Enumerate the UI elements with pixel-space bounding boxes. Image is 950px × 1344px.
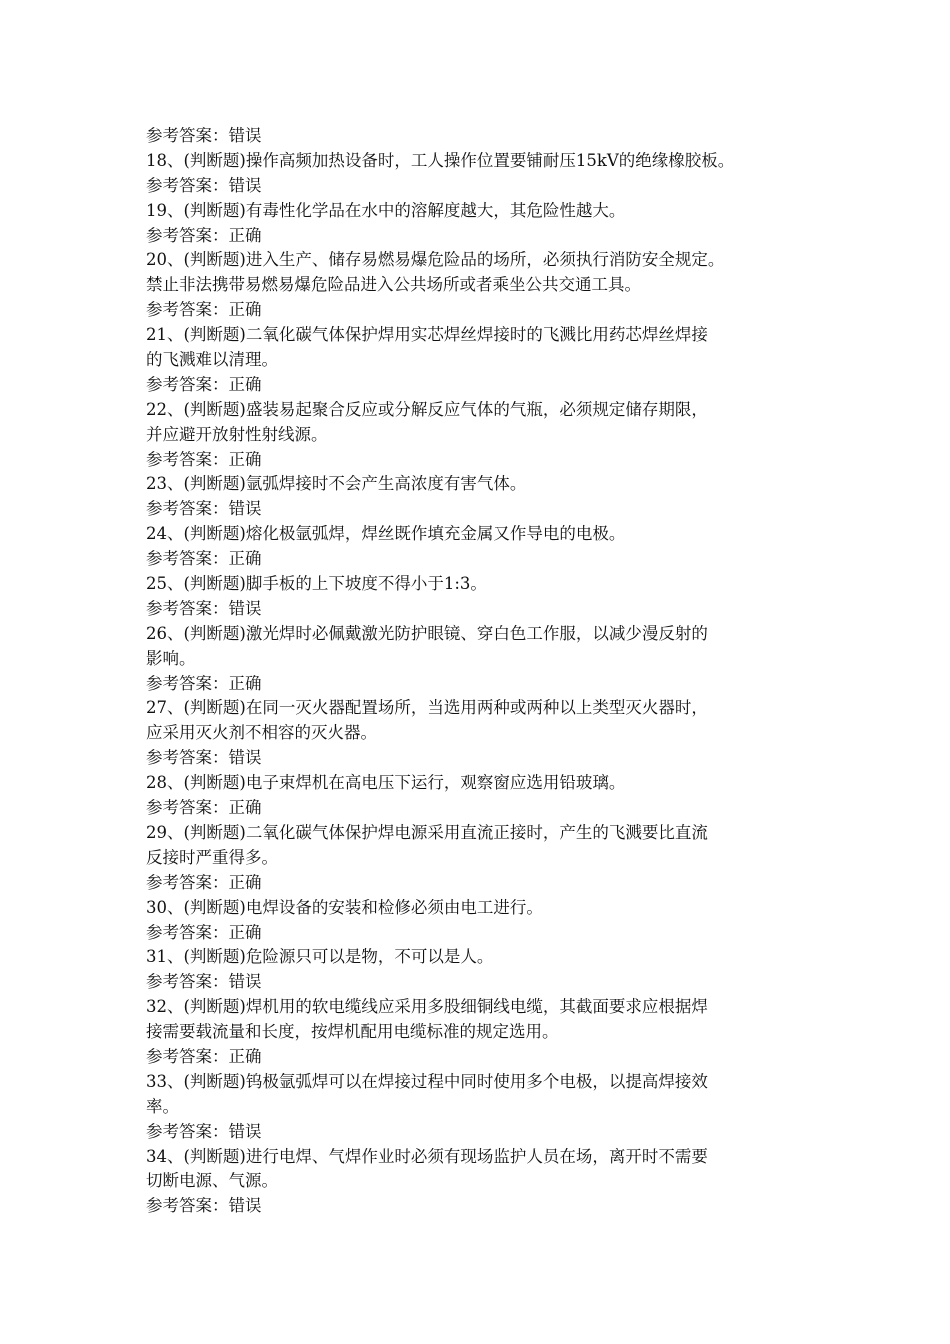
answer-line: 参考答案：正确 <box>146 374 262 394</box>
question-line: 22、(判断题)盛装易起聚合反应或分解反应气体的气瓶，必须规定储存期限， <box>146 399 708 419</box>
answer-line: 参考答案：正确 <box>146 673 262 693</box>
answer-line: 参考答案：错误 <box>146 1196 262 1216</box>
question-line: 25、(判断题)脚手板的上下坡度不得小于1:3。 <box>146 574 487 594</box>
answer-line: 参考答案：错误 <box>146 748 262 768</box>
answer-line: 参考答案：错误 <box>146 598 262 618</box>
answer-line: 参考答案：错误 <box>146 175 262 195</box>
question-line: 影响。 <box>146 648 196 668</box>
question-line: 切断电源、气源。 <box>146 1171 278 1191</box>
answer-line: 参考答案：正确 <box>146 225 262 245</box>
question-line: 18、(判断题)操作高频加热设备时，工人操作位置要铺耐压15kV的绝缘橡胶板。 <box>146 150 735 170</box>
question-line: 33、(判断题)钨极氩弧焊可以在焊接过程中同时使用多个电极，以提高焊接效 <box>146 1071 708 1091</box>
question-line: 19、(判断题)有毒性化学品在水中的溶解度越大，其危险性越大。 <box>146 200 626 220</box>
question-line: 29、(判断题)二氧化碳气体保护焊电源采用直流正接时，产生的飞溅要比直流 <box>146 822 708 842</box>
answer-line: 参考答案：正确 <box>146 872 262 892</box>
answer-line: 参考答案：正确 <box>146 1046 262 1066</box>
question-line: 24、(判断题)熔化极氩弧焊，焊丝既作填充金属又作导电的电极。 <box>146 524 626 544</box>
question-line: 23、(判断题)氩弧焊接时不会产生高浓度有害气体。 <box>146 474 527 494</box>
question-line: 率。 <box>146 1096 179 1116</box>
answer-line: 参考答案：错误 <box>146 1121 262 1141</box>
question-line: 应采用灭火剂不相容的灭火器。 <box>146 723 377 743</box>
question-line: 反接时严重得多。 <box>146 847 278 867</box>
answer-line: 参考答案：正确 <box>146 922 262 942</box>
answer-line: 参考答案：正确 <box>146 449 262 469</box>
question-line: 禁止非法携带易燃易爆危险品进入公共场所或者乘坐公共交通工具。 <box>146 275 641 295</box>
question-line: 20、(判断题)进入生产、储存易燃易爆危险品的场所，必须执行消防安全规定。 <box>146 250 725 270</box>
answer-line: 参考答案：正确 <box>146 300 262 320</box>
document-page <box>146 124 826 1219</box>
answer-line: 参考答案：错误 <box>146 126 262 145</box>
answer-line: 参考答案：正确 <box>146 798 262 818</box>
question-line: 的飞溅难以清理。 <box>146 350 278 370</box>
question-line: 31、(判断题)危险源只可以是物，不可以是人。 <box>146 947 494 967</box>
question-line: 34、(判断题)进行电焊、气焊作业时必须有现场监护人员在场，离开时不需要 <box>146 1146 708 1166</box>
answer-line: 参考答案：正确 <box>146 549 262 569</box>
answer-line: 参考答案：错误 <box>146 499 262 519</box>
question-line: 接需要载流量和长度，按焊机配用电缆标准的规定选用。 <box>146 1022 559 1042</box>
question-line: 26、(判断题)激光焊时必佩戴激光防护眼镜、穿白色工作服，以减少漫反射的 <box>146 623 708 643</box>
question-line: 28、(判断题)电子束焊机在高电压下运行，观察窗应选用铅玻璃。 <box>146 773 626 793</box>
question-line: 并应避开放射性射线源。 <box>146 424 328 444</box>
question-line: 27、(判断题)在同一灭火器配置场所，当选用两种或两种以上类型灭火器时， <box>146 698 708 718</box>
answer-line: 参考答案：错误 <box>146 972 262 992</box>
question-line: 30、(判断题)电焊设备的安装和检修必须由电工进行。 <box>146 897 543 917</box>
question-line: 21、(判断题)二氧化碳气体保护焊用实芯焊丝焊接时的飞溅比用药芯焊丝焊接 <box>146 325 708 345</box>
question-line: 32、(判断题)焊机用的软电缆线应采用多股细铜线电缆，其截面要求应根据焊 <box>146 997 708 1017</box>
